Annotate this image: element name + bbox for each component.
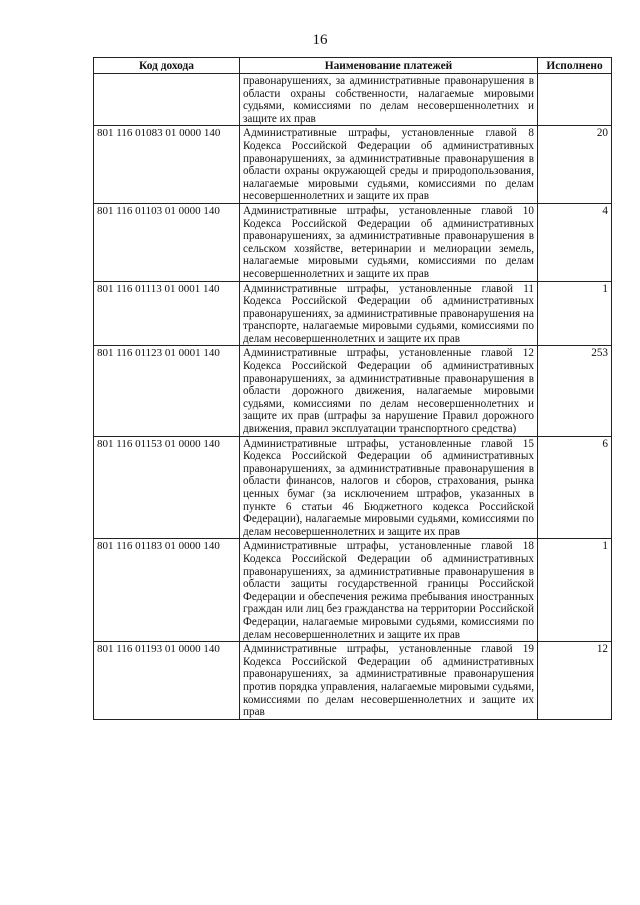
row-code: 801 116 01153 01 0000 140 [94, 436, 240, 539]
row-description: Административные штрафы, установленные главой 11 Кодекса Российской Федерации об административных правонарушениях, за административные правонарушения на транспорте, налагаемые мировыми судьями, комиссиями по делам несовершеннолетних и защите их прав [240, 281, 538, 346]
row-code: 801 116 01083 01 0000 140 [94, 126, 240, 204]
header-executed: Исполнено [538, 58, 612, 74]
row-description: правонарушениях, за административные правонарушения в области охраны собственности, налагаемые мировыми судьями, комиссиями по делам несовершеннолетних и защите их прав [240, 74, 538, 126]
row-amount: 1 [538, 281, 612, 346]
header-name: Наименование платежей [240, 58, 538, 74]
row-description: Административные штрафы, установленные главой 10 Кодекса Российской Федерации об административных правонарушениях, за административные правонарушения в сельском хозяйстве, ветеринарии и мелиорации земель, налагаемые мировыми судьями, комиссиями по делам несовершеннолетних и защите их прав [240, 203, 538, 281]
row-amount: 1 [538, 539, 612, 642]
row-amount: 6 [538, 436, 612, 539]
table-row [94, 539, 612, 642]
table-row [94, 126, 612, 204]
header-code: Код дохода [94, 58, 240, 74]
row-description: Административные штрафы, установленные главой 8 Кодекса Российской Федерации об административных правонарушениях, за административные правонарушения в области охраны окружающей среды и природопользования, налагаемые мировыми судьями, комиссиями по делам несовершеннолетних и защите их прав [240, 126, 538, 204]
row-code: 801 116 01103 01 0000 140 [94, 203, 240, 281]
row-code [94, 74, 240, 126]
row-description: Административные штрафы, установленные главой 12 Кодекса Российской Федерации об административных правонарушениях, за административные правонарушения в области дорожного движения, налагаемые мировыми судьями, комиссиями по делам несовершеннолетних и защите их прав (штрафы за нарушение Правил дорожного движения, правил эксплуатации транспортного средства) [240, 346, 538, 436]
row-code: 801 116 01183 01 0000 140 [94, 539, 240, 642]
row-description: Административные штрафы, установленные главой 18 Кодекса Российской Федерации об административных правонарушениях, за административные правонарушения в области защиты государственной границы Российской Федерации и обеспечения режима пребывания иностранных граждан или лиц без гражданства на территории Российской Федерации, налагаемые мировыми судьями, комиссиями по делам несовершеннолетних и защите их прав [240, 539, 538, 642]
table-row [94, 281, 612, 346]
row-description: Административные штрафы, установленные главой 19 Кодекса Российской Федерации об административных правонарушениях, за административные правонарушения против порядка управления, налагаемые мировыми судьями, комиссиями по делам несовершеннолетних и защите их прав [240, 642, 538, 720]
row-amount: 253 [538, 346, 612, 436]
row-amount: 12 [538, 642, 612, 720]
row-code: 801 116 01193 01 0000 140 [94, 642, 240, 720]
table-header-row [94, 58, 612, 74]
table-row [94, 74, 612, 126]
row-amount: 4 [538, 203, 612, 281]
page-number: 16 [312, 32, 328, 48]
row-description: Административные штрафы, установленные главой 15 Кодекса Российской Федерации об административных правонарушениях, за административные правонарушения в области финансов, налогов и сборов, страхования, рынка ценных бумаг (за исключением штрафов, указанных в пункте 6 статьи 46 Бюджетного кодекса Российской Федерации), налагаемые мировыми судьями, комиссиями по делам несовершеннолетних и защите их прав [240, 436, 538, 539]
row-amount [538, 74, 612, 126]
table-row [94, 436, 612, 539]
table-row [94, 642, 612, 720]
row-code: 801 116 01123 01 0001 140 [94, 346, 240, 436]
row-amount: 20 [538, 126, 612, 204]
table-row [94, 203, 612, 281]
table-row [94, 346, 612, 436]
row-code: 801 116 01113 01 0001 140 [94, 281, 240, 346]
revenue-table [93, 57, 612, 720]
